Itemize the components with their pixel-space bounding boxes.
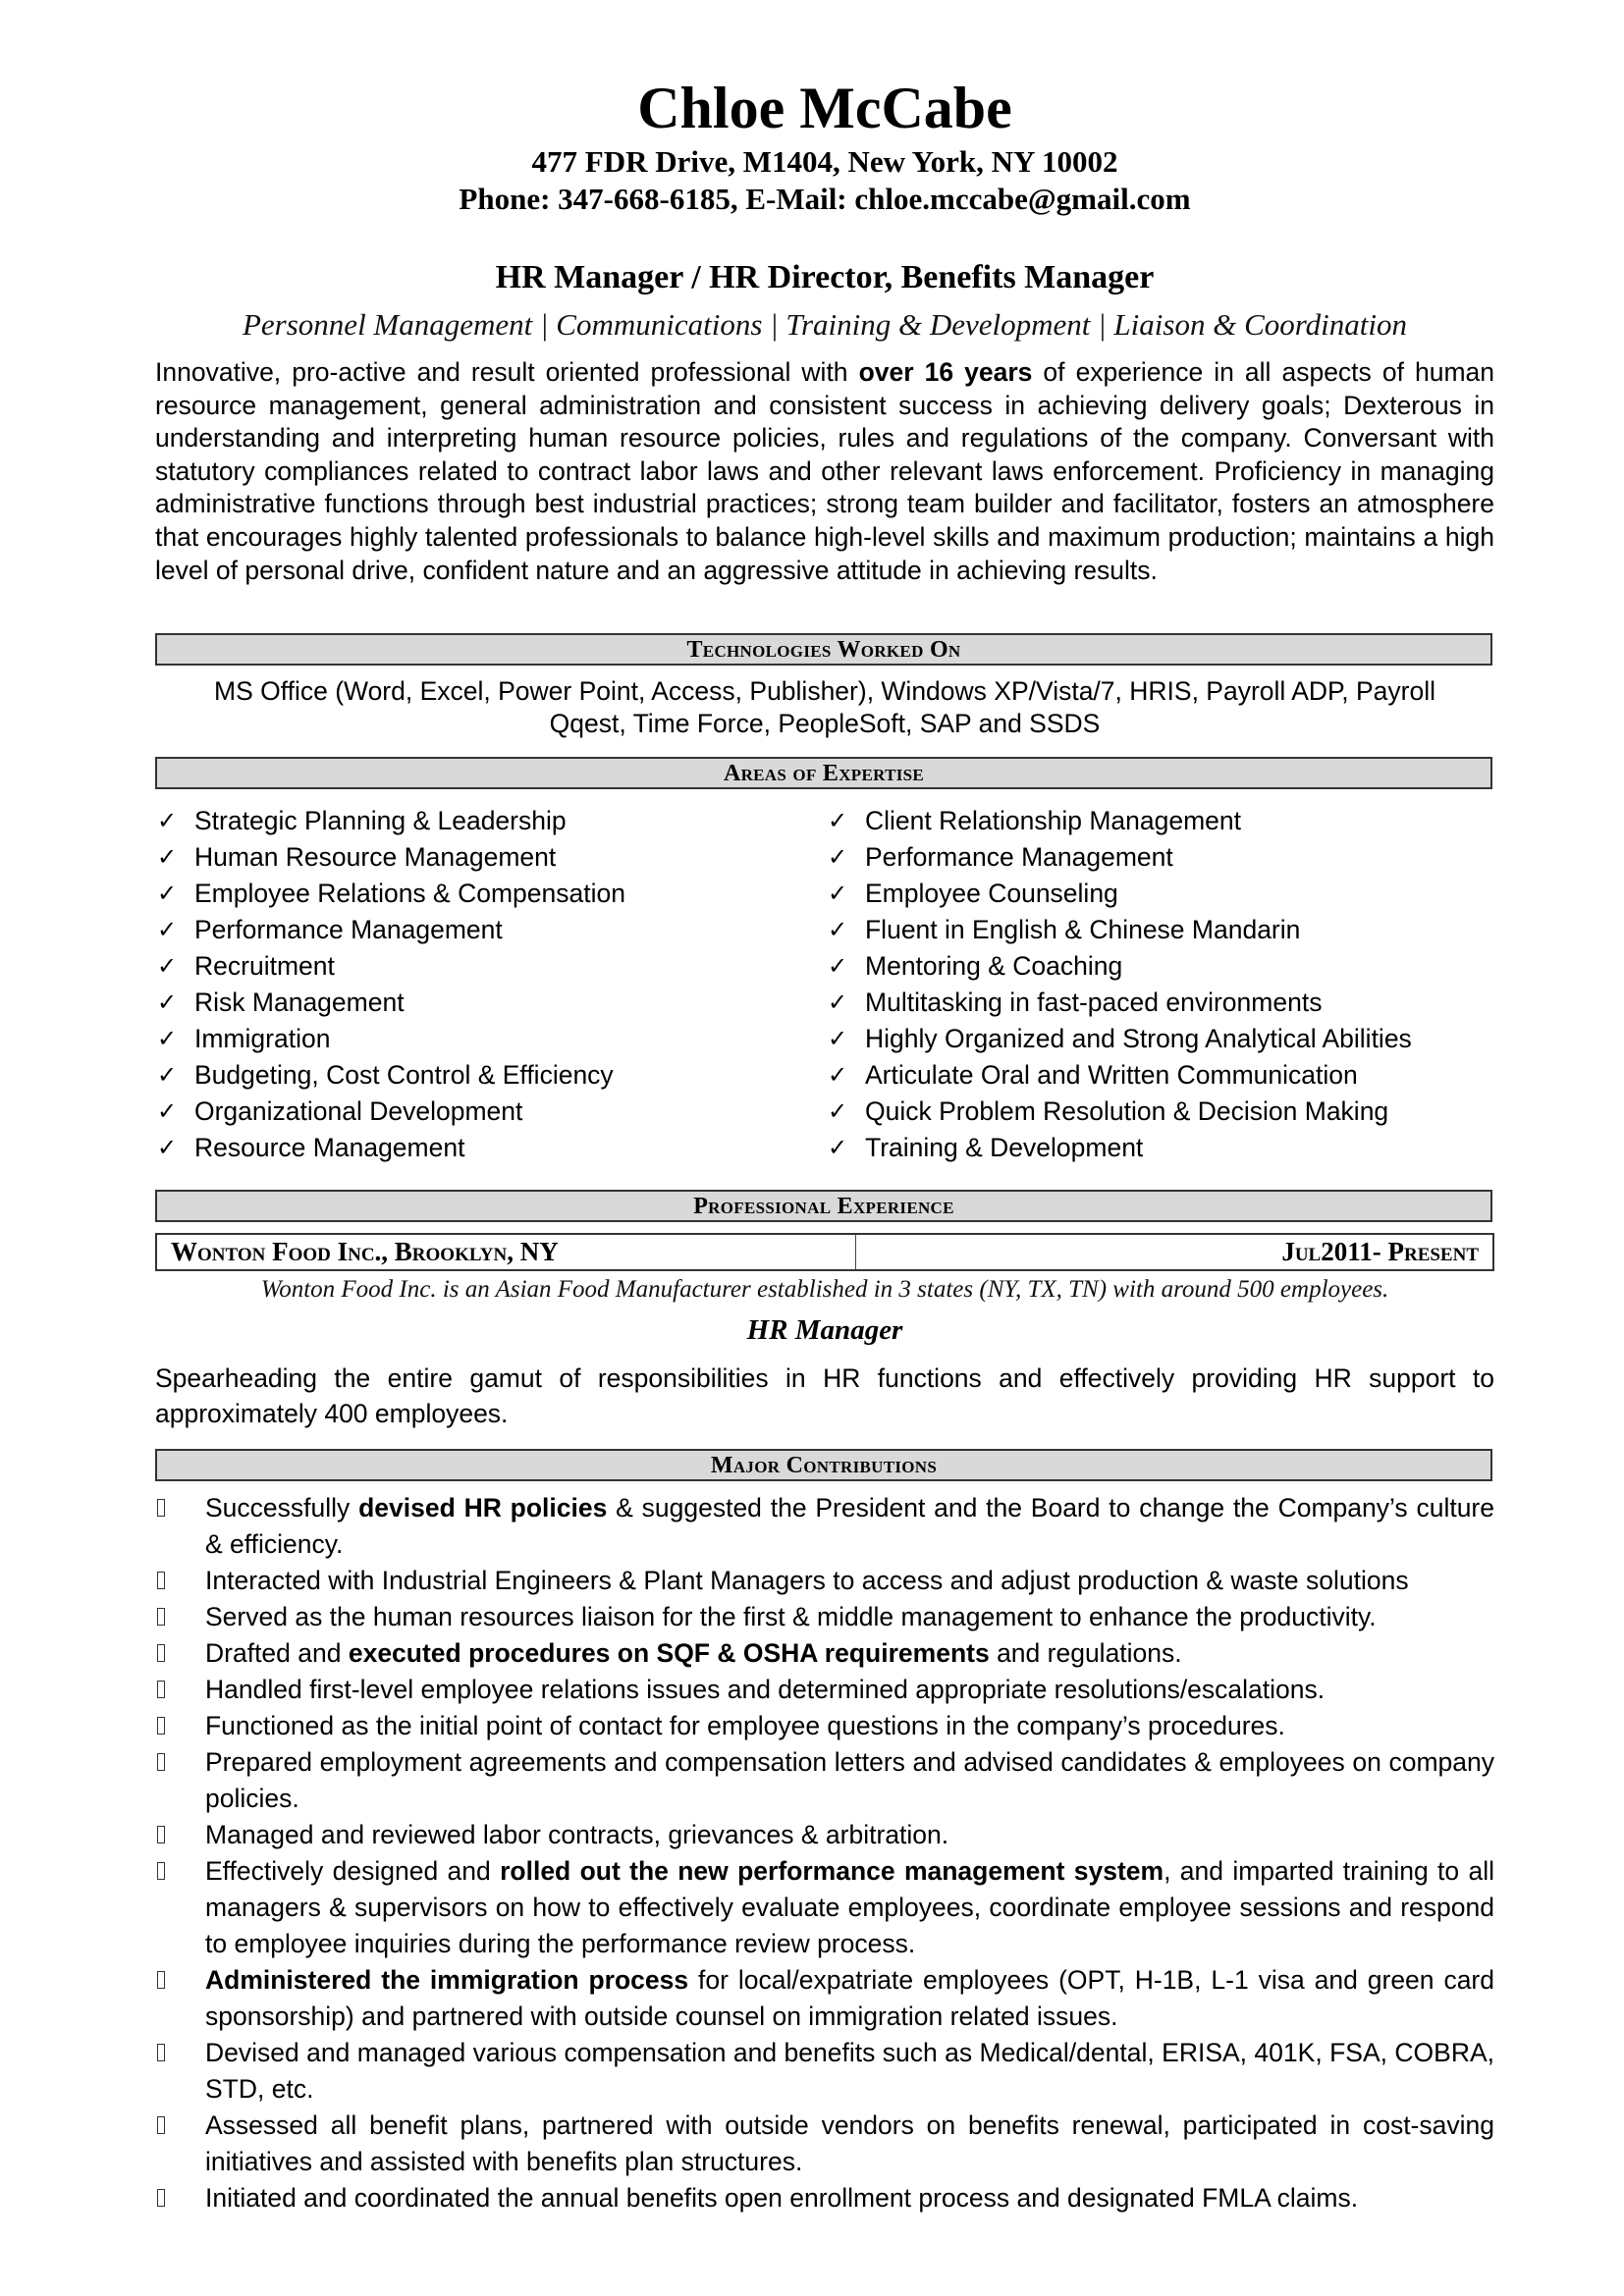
expertise-label: Resource Management	[194, 1133, 465, 1162]
contributions-list	[155, 1490, 1494, 2216]
contribution-text: for local/expatriate employees (OPT, H-1B, L-1 visa and green card sponsorship) and partnered with outside counsel on immigration related issues.	[205, 1965, 1494, 2031]
role-title: HR Manager	[746, 1314, 903, 1346]
contribution-item	[155, 1490, 1494, 1563]
checkmark-icon: ✓	[828, 953, 848, 980]
missing-glyph-bullet-icon	[157, 1971, 165, 1989]
expertise-label: Mentoring & Coaching	[865, 951, 1123, 981]
expertise-item	[826, 985, 1412, 1021]
checkmark-icon: ✓	[157, 1098, 178, 1125]
missing-glyph-bullet-icon	[157, 1572, 165, 1589]
skills-tagline: Personnel Management | Communications | Training & Development | Liaison & Coordination	[242, 307, 1407, 342]
expertise-list-left	[155, 803, 625, 1166]
expertise-item	[155, 876, 625, 912]
checkmark-icon: ✓	[157, 1026, 178, 1052]
summary-text: of experience in all aspects of human resource management, general administration and consistent success in achieving delivery goals; Dexterous in understanding and interpreting human resource policies, rules and regulations of the company. Conversant with statutory compliances related to contract labor laws and other relevant laws enforcement. Proficiency in managing administrative functions through best industrial practices; strong team builder and facilitator, fosters an atmosphere that encourages highly talented professionals to balance high-level skills and maximum production; maintains a high level of personal drive, confident nature and an aggressive attitude in achieving results.	[155, 357, 1494, 585]
contribution-text: Handled first-level employee relations issues and determined appropriate resolutions/escalations.	[205, 1675, 1326, 1704]
expertise-label: Employee Relations & Compensation	[194, 879, 625, 908]
checkmark-icon: ✓	[828, 1135, 848, 1161]
checkmark-icon: ✓	[828, 1098, 848, 1125]
expertise-label: Quick Problem Resolution & Decision Making	[865, 1096, 1389, 1126]
contribution-text: Assessed all benefit plans, partnered with outside vendors on benefits renewal, participated in cost-saving initiatives and assisted with benefits plan structures.	[205, 2110, 1494, 2176]
missing-glyph-bullet-icon	[157, 1717, 165, 1735]
contribution-item	[155, 2108, 1494, 2180]
checkmark-icon: ✓	[828, 1026, 848, 1052]
missing-glyph-bullet-icon	[157, 1499, 165, 1517]
contribution-item	[155, 1672, 1494, 1708]
contribution-highlight: rolled out the new performance management system	[500, 1856, 1164, 1886]
checkmark-icon: ✓	[828, 1062, 848, 1089]
candidate-name: Chloe McCabe	[637, 76, 1012, 140]
contribution-item	[155, 1962, 1494, 2035]
contribution-text: Functioned as the initial point of contact for employee questions in the company’s procedures.	[205, 1711, 1285, 1740]
expertise-label: Performance Management	[194, 915, 503, 944]
missing-glyph-bullet-icon	[157, 1681, 165, 1698]
company-name: Wonton Food Inc., Brooklyn, NY	[157, 1235, 856, 1269]
contribution-text: , and imparted training to all managers & supervisors on how to effectively evaluate employees, coordinate employee sessions and respond to employee inquiries during the performance review process.	[205, 1856, 1494, 1958]
contribution-text: Effectively designed and	[205, 1856, 501, 1886]
expertise-label: Budgeting, Cost Control & Efficiency	[194, 1060, 614, 1090]
expertise-item	[826, 1057, 1412, 1094]
checkmark-icon: ✓	[828, 881, 848, 907]
expertise-item	[155, 1021, 625, 1057]
contribution-item	[155, 2035, 1494, 2108]
contribution-text: Prepared employment agreements and compensation letters and advised candidates & employees on company policies.	[205, 1747, 1494, 1813]
section-header-contributions: Major Contributions	[155, 1449, 1492, 1481]
contribution-item	[155, 1708, 1494, 1744]
contribution-item	[155, 1853, 1494, 1962]
expertise-item	[155, 1094, 625, 1130]
missing-glyph-bullet-icon	[157, 2116, 165, 2134]
contribution-text: Served as the human resources liaison for the first & middle management to enhance the productivity.	[205, 1602, 1377, 1631]
missing-glyph-bullet-icon	[157, 1753, 165, 1771]
expertise-item	[155, 839, 625, 876]
technologies-list	[155, 675, 1494, 740]
expertise-label: Employee Counseling	[865, 879, 1118, 908]
expertise-item	[155, 1057, 625, 1094]
expertise-item	[826, 876, 1412, 912]
expertise-label: Immigration	[194, 1024, 331, 1053]
missing-glyph-bullet-icon	[157, 1826, 165, 1843]
expertise-label: Organizational Development	[194, 1096, 523, 1126]
summary-highlight: over 16 years	[858, 357, 1033, 387]
expertise-label: Training & Development	[865, 1133, 1144, 1162]
section-header-experience: Professional Experience	[155, 1190, 1492, 1222]
missing-glyph-bullet-icon	[157, 2044, 165, 2061]
job-header-table	[155, 1233, 1494, 1271]
expertise-label: Human Resource Management	[194, 842, 557, 872]
expertise-item	[155, 948, 625, 985]
expertise-item	[826, 803, 1412, 839]
expertise-item	[155, 912, 625, 948]
summary-text: Innovative, pro-active and result oriented professional with	[155, 357, 859, 387]
section-header-expertise: Areas of Expertise	[155, 757, 1492, 789]
address: 477 FDR Drive, M1404, New York, NY 10002	[531, 144, 1118, 179]
expertise-list-right	[826, 803, 1412, 1166]
missing-glyph-bullet-icon	[157, 1862, 165, 1880]
contribution-text: Managed and reviewed labor contracts, grievances & arbitration.	[205, 1820, 949, 1849]
professional-summary	[155, 356, 1494, 587]
contribution-text: Successfully	[205, 1493, 359, 1522]
checkmark-icon: ✓	[157, 953, 178, 980]
contribution-item	[155, 1563, 1494, 1599]
expertise-label: Risk Management	[194, 988, 405, 1017]
expertise-label: Fluent in English & Chinese Mandarin	[865, 915, 1301, 944]
contribution-text: & suggested the President and the Board to change the Company’s culture & efficiency.	[205, 1493, 1494, 1559]
contribution-text: Devised and managed various compensation and benefits such as Medical/dental, ERISA, 401K, FSA, COBRA, STD, etc.	[205, 2038, 1494, 2104]
expertise-item	[155, 1130, 625, 1166]
contribution-text: and regulations.	[989, 1638, 1182, 1668]
checkmark-icon: ✓	[157, 917, 178, 943]
contribution-text: Initiated and coordinated the annual benefits open enrollment process and designated FMLA claims.	[205, 2183, 1359, 2213]
job-title-headline: HR Manager / HR Director, Benefits Manager	[495, 259, 1155, 295]
expertise-label: Client Relationship Management	[865, 806, 1241, 835]
checkmark-icon: ✓	[157, 989, 178, 1016]
expertise-label: Recruitment	[194, 951, 335, 981]
expertise-item	[155, 985, 625, 1021]
checkmark-icon: ✓	[157, 881, 178, 907]
section-header-technologies: Technologies Worked On	[155, 633, 1492, 666]
expertise-item	[155, 803, 625, 839]
expertise-item	[826, 1021, 1412, 1057]
missing-glyph-bullet-icon	[157, 1608, 165, 1626]
contribution-item	[155, 1744, 1494, 1817]
expertise-item	[826, 1130, 1412, 1166]
expertise-item	[826, 948, 1412, 985]
contribution-item	[155, 1635, 1494, 1672]
expertise-label: Multitasking in fast-paced environments	[865, 988, 1323, 1017]
contact-info: Phone: 347-668-6185, E-Mail: chloe.mccabe@gmail.com	[459, 182, 1191, 216]
checkmark-icon: ✓	[828, 917, 848, 943]
missing-glyph-bullet-icon	[157, 2189, 165, 2207]
checkmark-icon: ✓	[157, 1062, 178, 1089]
contribution-item	[155, 1599, 1494, 1635]
role-description: Spearheading the entire gamut of responsibilities in HR functions and effectively providing HR support to approximately 400 employees.	[155, 1363, 1494, 1428]
contribution-highlight: Administered the immigration process	[205, 1965, 689, 1995]
contribution-text: Interacted with Industrial Engineers & Plant Managers to access and adjust production & waste solutions	[205, 1566, 1409, 1595]
expertise-label: Articulate Oral and Written Communication	[865, 1060, 1358, 1090]
checkmark-icon: ✓	[157, 844, 178, 871]
expertise-item	[826, 912, 1412, 948]
technologies-line: MS Office (Word, Excel, Power Point, Access, Publisher), Windows XP/Vista/7, HRIS, Payroll ADP, Payroll	[214, 676, 1435, 706]
contribution-highlight: executed procedures on SQF & OSHA requirements	[348, 1638, 990, 1668]
checkmark-icon: ✓	[157, 1135, 178, 1161]
checkmark-icon: ✓	[828, 844, 848, 871]
expertise-label: Highly Organized and Strong Analytical Abilities	[865, 1024, 1412, 1053]
contribution-highlight: devised HR policies	[358, 1493, 608, 1522]
employment-dates: Jul2011- Present	[1281, 1237, 1479, 1266]
technologies-line: Qqest, Time Force, PeopleSoft, SAP and SSDS	[549, 709, 1101, 738]
company-description: Wonton Food Inc. is an Asian Food Manufacturer established in 3 states (NY, TX, TN) with around 500 employees.	[260, 1276, 1389, 1303]
contribution-item	[155, 2180, 1494, 2216]
expertise-label: Strategic Planning & Leadership	[194, 806, 567, 835]
checkmark-icon: ✓	[157, 808, 178, 834]
contribution-text: Drafted and	[205, 1638, 349, 1668]
checkmark-icon: ✓	[828, 989, 848, 1016]
contribution-item	[155, 1817, 1494, 1853]
checkmark-icon: ✓	[828, 808, 848, 834]
expertise-label: Performance Management	[865, 842, 1173, 872]
expertise-item	[826, 839, 1412, 876]
expertise-item	[826, 1094, 1412, 1130]
missing-glyph-bullet-icon	[157, 1644, 165, 1662]
